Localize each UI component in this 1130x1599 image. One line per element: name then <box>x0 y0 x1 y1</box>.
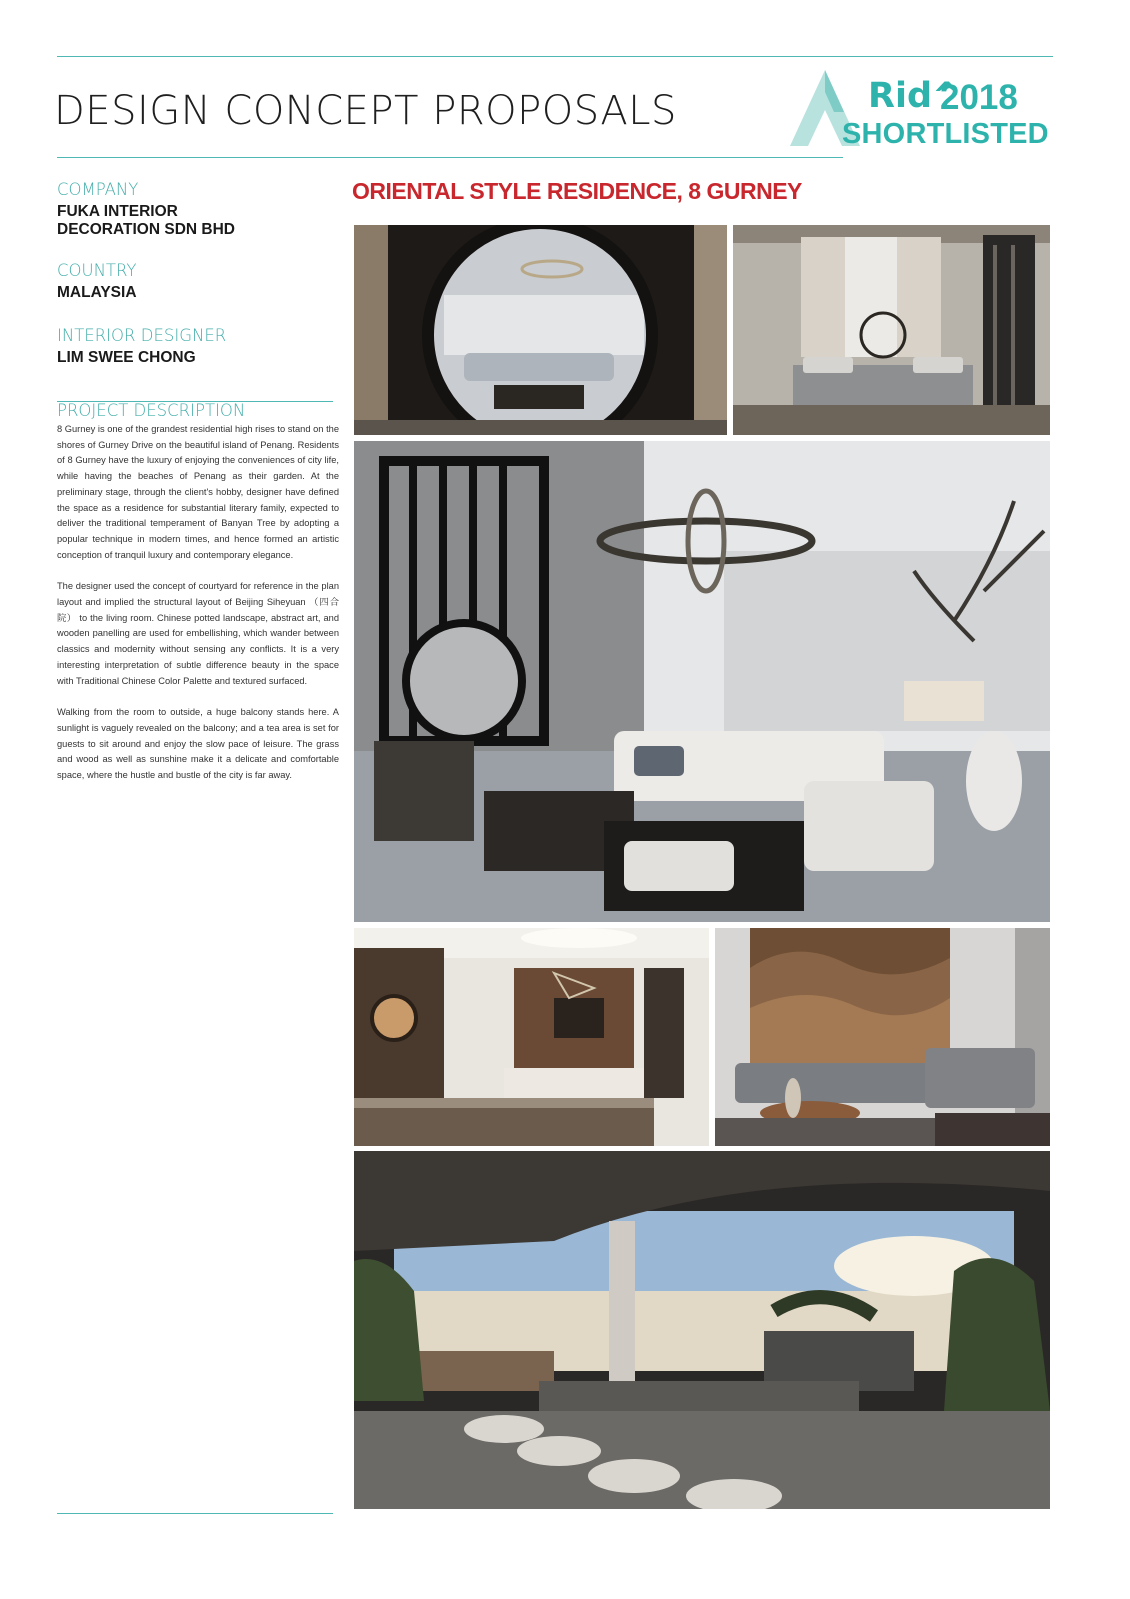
photo-dining-hall <box>354 928 709 1146</box>
bottom-rule <box>57 1513 333 1514</box>
logo-status: SHORTLISTED <box>842 118 1049 150</box>
company-name-line-2: DECORATION SDN BHD <box>57 221 235 238</box>
country-label: COUNTRY <box>57 261 137 280</box>
description-paragraph-1: 8 Gurney is one of the grandest residential high rises to stand on the shores of Gurney Drive on the beautiful island of Penang. Residents of 8 Gurney have the luxury of enjoying the conveniences of city life, while having the beaches of Penang as their garden. At the preliminary stage, through the client's hobby, designer have defined the space as a residence for substantial literary family, expected to deliver the traditional temperament of Banyan Tree by adopting a popular technique in modern times, and hence formed an artistic conception of tranquil luxury and contemporary elegance. <box>57 424 339 560</box>
logo-rid-text: Rid^ <box>868 76 962 116</box>
designer-label: INTERIOR DESIGNER <box>57 326 227 345</box>
company-name-line-1: FUKA INTERIOR <box>57 203 178 220</box>
logo-year: 2018 <box>940 78 1018 117</box>
description-paragraph-3: Walking from the room to outside, a huge balcony stands here. A sunlight is vaguely revealed on the balcony; and a tea area is set for guests to sit around and enjoy the slow pace of leisure. The grass and wood as well as sunshine make it a delicate and comfortable space, where the hustle and bustle of the city is far away. <box>57 707 339 781</box>
title-underline <box>57 157 843 158</box>
project-heading: ORIENTAL STYLE RESIDENCE, 8 GURNEY <box>352 178 802 204</box>
company-name <box>57 203 339 239</box>
designer-value: LIM SWEE CHONG <box>57 349 196 366</box>
photo-moon-gate-living <box>354 225 727 435</box>
photo-wood-wall-lounge <box>715 928 1050 1146</box>
description-paragraph-2: The designer used the concept of courtyard for reference in the plan layout and implied the structural layout of Beijing Siheyuan （四合院） to the living room. Chinese potted landscape, abstract art, and wooden panelling are used for embellishing, which wander between classics and modernity without sensing any conflicts. It is a very interesting interpretation of subtle difference beauty in the space with Traditional Chinese Color Palette and textured surfaced. <box>57 581 339 686</box>
photo-curtain-dining <box>733 225 1050 435</box>
company-label: COMPANY <box>57 180 139 199</box>
photo-balcony-tea-area <box>354 1151 1050 1509</box>
top-rule <box>57 56 1053 57</box>
country-value: MALAYSIA <box>57 284 137 301</box>
photo-main-living-room <box>354 441 1050 922</box>
sidebar <box>57 180 339 784</box>
page-title: DESIGN CONCEPT PROPOSALS <box>54 88 677 134</box>
rida-logo <box>800 66 1080 156</box>
description-label: PROJECT DESCRIPTION <box>57 401 246 420</box>
